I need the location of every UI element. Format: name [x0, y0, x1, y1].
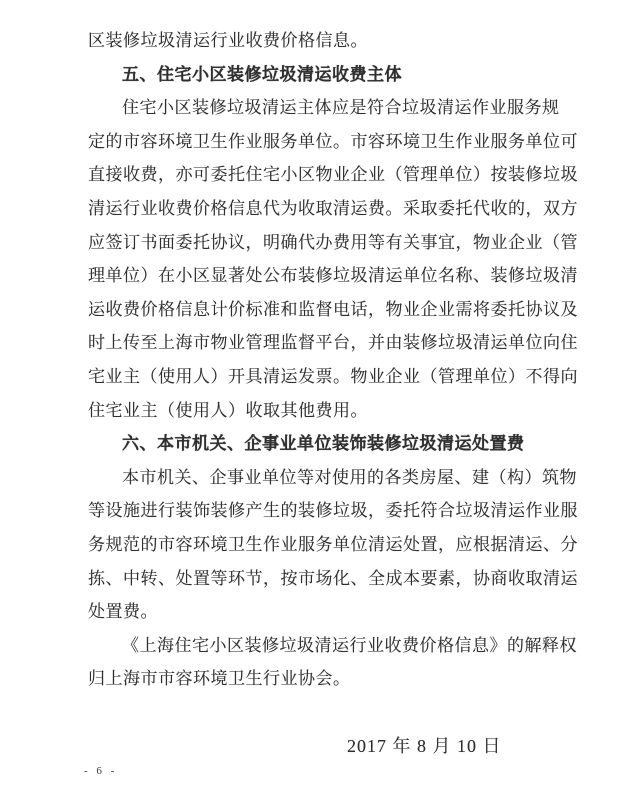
text-line: 时上传至上海市物业管理监督平台，并由装修垃圾清运单位向住: [88, 333, 578, 353]
section-heading-5: 五、住宅小区装修垃圾清运收费主体: [122, 64, 402, 84]
text-line: 务规范的市容环境卫生作业服务单位清运处置，应根据清运、分: [88, 534, 578, 554]
text-line: 宅业主（使用人）开具清运发票。物业企业（管理单位）不得向: [88, 366, 578, 386]
text-line: 归上海市市容环境卫生行业协会。: [88, 669, 351, 689]
document-date: 2017 年 8 月 10 日: [347, 736, 502, 756]
text-line: 清运行业收费价格信息代为收取清运费。采取委托代收的，双方: [88, 198, 578, 218]
text-line: 应签订书面委托协议，明确代办费用等有关事宜，物业企业（管: [88, 232, 578, 252]
text-line: 《上海住宅小区装修垃圾清运行业收费价格信息》的解释权: [122, 635, 577, 655]
text-line: 等设施进行装饰装修产生的装修垃圾，委托符合垃圾清运作业服: [88, 501, 578, 521]
text-line: 定的市容环境卫生作业服务单位。市容环境卫生作业服务单位可: [88, 131, 578, 151]
text-line: 理单位）在小区显著处公布装修垃圾清运单位名称、装修垃圾清: [88, 266, 578, 286]
text-line: 住宅业主（使用人）收取其他费用。: [88, 400, 368, 420]
page-number: - 6 -: [84, 765, 118, 777]
text-line: 直接收费，亦可委托住宅小区物业企业（管理单位）按装修垃圾: [88, 165, 578, 185]
text-line: 运收费价格信息计价标准和监督电话，物业企业需将委托协议及: [88, 299, 578, 319]
text-line: 区装修垃圾清运行业收费价格信息。: [88, 31, 368, 50]
document-body: [88, 24, 578, 696]
text-line: 处置费。: [88, 602, 158, 622]
text-line: 拣、中转、处置等环节，按市场化、全成本要素，协商收取清运: [88, 568, 578, 588]
text-line: 本市机关、企事业单位等对使用的各类房屋、建（构）筑物: [122, 467, 577, 487]
section-heading-6: 六、本市机关、企事业单位装饰装修垃圾清运处置费: [122, 434, 525, 454]
text-line: 住宅小区装修垃圾清运主体应是符合垃圾清运作业服务规: [122, 98, 560, 118]
